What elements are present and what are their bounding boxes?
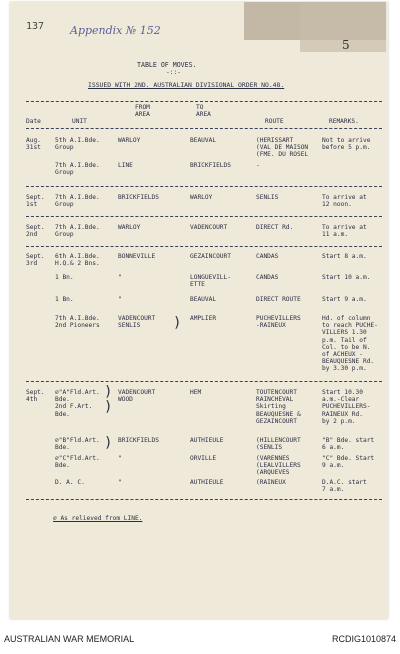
cell-unit: ∅"B"Fld.Art. Bde. — [55, 437, 100, 452]
cell-remarks: Start 10 a.m. — [322, 274, 371, 281]
cell-unit: ∅"C"Fld.Art. Bde. — [55, 455, 100, 470]
brace-mark: ) — [173, 315, 182, 331]
header-to-bottom: AREA — [196, 111, 211, 118]
cell-route: CANDAS — [256, 274, 279, 281]
cell-route: (RAINEUX — [256, 479, 286, 486]
cell-unit: 1 Bn. — [55, 296, 74, 303]
cell-remarks: "C" Bde. Start 9 a.m. — [322, 455, 375, 470]
page-number: 137 — [26, 21, 45, 32]
cell-unit: ∅"A"Fld.Art. Bde. 2nd F.Art. Bde. — [55, 389, 100, 418]
cell-route: (HERISSART (VAL DE MAISON (FME. DU ROSEL — [256, 137, 309, 159]
brace-mark: ) — [104, 399, 113, 415]
cell-unit: 7th A.I.Bde. Group — [55, 224, 100, 239]
cell-route: (HILLENCOURT (SENLIS — [256, 437, 301, 452]
cell-from: " — [118, 274, 122, 281]
footnote: ∅ As relieved from LINE. — [53, 515, 143, 522]
cell-date: Aug. 31st — [26, 137, 41, 152]
cell-date: Sept. 1st — [26, 194, 45, 209]
cell-to: LONGUEVILL- ETTE — [190, 274, 231, 289]
cell-unit: D. A. C. — [55, 479, 85, 486]
header-rule-bottom — [26, 128, 382, 129]
cell-route: CANDAS — [256, 253, 279, 260]
cell-to: BEAUVAL — [190, 296, 217, 303]
cell-remarks: "B" Bde. start 6 a.m. — [322, 437, 375, 452]
brace-mark: ) — [104, 384, 113, 400]
header-to-top: TO — [196, 104, 204, 111]
brace-mark: ) — [104, 435, 113, 451]
cell-remarks: D.A.C. start 7 a.m. — [322, 479, 367, 494]
section-rule — [26, 381, 382, 382]
header-remarks: REMARKS. — [329, 118, 359, 125]
cell-unit: 7th A.I.Bde. 2nd Pioneers — [55, 315, 100, 330]
cell-from: VADENCOURT SENLIS — [118, 315, 156, 330]
cell-from: " — [118, 455, 122, 462]
title-separator: -::- — [166, 69, 181, 76]
cell-unit: 6th A.I.Bde. H.Q.& 2 Bns. — [55, 253, 100, 268]
cell-remarks: Hd. of column to reach PUCHE- VILLERS 1.30 p.m. Tail of Col. to be N. of ACHEUX - BEAUQUESNE Rd. by 3.30 p.m. — [322, 315, 378, 373]
cell-unit: 5th A.I.Bde. Group — [55, 137, 100, 152]
header-route: ROUTE — [265, 118, 284, 125]
cell-remarks: To arrive at 11 a.m. — [322, 224, 367, 239]
document-page — [10, 2, 388, 619]
cell-date: Sept. 4th — [26, 389, 45, 404]
header-unit: UNIT — [72, 118, 87, 125]
cell-remarks: Start 8 a.m. — [322, 253, 367, 260]
cell-route: (VARENNES (LEALVILLERS (ARQUEVES — [256, 455, 301, 477]
cell-remarks: Start 9 a.m. — [322, 296, 367, 303]
cell-route: PUCHEVILLERS -RAINEUX — [256, 315, 301, 330]
cell-to: AUTHIEULE — [190, 479, 224, 486]
cell-from: " — [118, 296, 122, 303]
cell-remarks: Not to arrive before 5 p.m. — [322, 137, 371, 152]
cell-remarks: Start 10.30 a.m.-Clear PUCHEVILLERS- RAINEUX Rd. by 2 p.m. — [322, 389, 371, 425]
cell-to: WARLOY — [190, 194, 213, 201]
cell-from: BRICKFIELDS — [118, 437, 159, 444]
footer-source: AUSTRALIAN WAR MEMORIAL — [4, 634, 135, 644]
cell-from: BRICKFIELDS — [118, 194, 159, 201]
cell-to: GEZAINCOURT — [190, 253, 231, 260]
cell-route: DIRECT ROUTE — [256, 296, 301, 303]
cell-from: " — [118, 479, 122, 486]
cell-to: BRICKFIELDS — [190, 162, 231, 169]
cell-to: VADENCOURT — [190, 224, 228, 231]
cell-from: VADENCOURT WOOD — [118, 389, 156, 404]
cell-unit: 1 Bn. — [55, 274, 74, 281]
document-title: TABLE OF MOVES. — [137, 61, 197, 69]
cell-remarks: To arrive at 12 noon. — [322, 194, 367, 209]
section-rule — [26, 186, 382, 187]
section-rule — [26, 499, 382, 500]
cell-from: WARLOY — [118, 137, 141, 144]
cell-from: BONNEVILLE — [118, 253, 156, 260]
section-rule — [26, 216, 382, 217]
cell-route: - — [256, 162, 260, 169]
cell-to: HEM — [190, 389, 202, 396]
header-date: Date — [26, 118, 41, 125]
cell-from: LINE — [118, 162, 133, 169]
header-rule-top — [26, 101, 382, 102]
corner-mark: 5 — [342, 38, 350, 52]
header-from-top: FROM — [135, 104, 150, 111]
header-from-bottom: AREA — [135, 111, 150, 118]
section-rule — [26, 246, 382, 247]
cell-route: TOUTENCOURT RAINCHEVAL Skirting BEAUQUESNE & GEZAINCOURT — [256, 389, 301, 425]
cell-to: AMPLIER — [190, 315, 217, 322]
cell-date: Sept. 3rd — [26, 253, 45, 268]
cell-unit: 7th A.I.Bde. Group — [55, 162, 100, 177]
cell-to: AUTHIEULE — [190, 437, 224, 444]
cell-date: Sept. 2nd — [26, 224, 45, 239]
cell-to: ORVILLE — [190, 455, 217, 462]
footer-identifier: RCDIG1010874 — [331, 634, 396, 644]
document-subtitle: ISSUED WITH 2ND. AUSTRALIAN DIVISIONAL ORDER NO.48. — [88, 81, 285, 89]
cell-unit: 7th A.I.Bde. Group — [55, 194, 100, 209]
cell-route: DIRECT Rd. — [256, 224, 294, 231]
cell-to: BEAUVAL — [190, 137, 217, 144]
appendix-label: Appendix № 152 — [70, 24, 161, 37]
cell-from: WARLOY — [118, 224, 141, 231]
cell-route: SENLIS — [256, 194, 279, 201]
